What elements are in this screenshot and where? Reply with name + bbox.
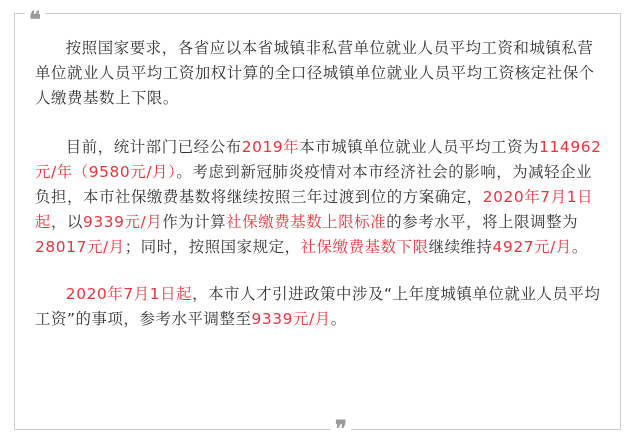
article-card [14, 7, 621, 442]
text-segment: ，以 [51, 213, 83, 231]
open-quote-icon: ❝ [25, 9, 45, 31]
effective-date-highlight: 2020年7月1日起 [35, 188, 594, 231]
talent-reference-level-highlight: 9339元/月 [251, 310, 331, 328]
text-segment: 。考虑到新冠肺炎疫情对本市经济社会的影响，为减轻企业负担，本市社保缴费基数将继续按照三年过渡到位的方案确定， [35, 163, 593, 206]
text-segment: 本市城镇单位就业人员平均工资为 [299, 138, 540, 156]
text-segment: 继续维持 [428, 238, 493, 256]
average-wage-highlight: 114962元/年（9580元/月） [35, 138, 602, 181]
paragraph-1-text: 按照国家要求，各省应以本省城镇非私营单位就业人员平均工资和城镇私营单位就业人员平均工资加权计算的全口径城镇单位就业人员平均工资核定社保个人缴费基数上下限。 [35, 39, 595, 107]
close-quote-icon: ❞ [331, 418, 351, 440]
upper-limit-value-highlight: 28017元/月 [35, 238, 125, 256]
text-segment: 目前，统计部门已经公布 [65, 138, 242, 156]
year-highlight: 2019年 [241, 138, 300, 156]
upper-limit-standard-highlight: 社保缴费基数上限标准 [226, 213, 387, 231]
article-body [35, 36, 602, 332]
lower-limit-value-highlight: 4927元/月 [492, 238, 572, 256]
paragraph-1 [35, 36, 602, 111]
text-segment: ，本市人才引进政策中涉及“上年度城镇单位就业人员平均工资”的事项，参考水平调整至 [35, 285, 601, 328]
text-segment: 的参考水平，将上限调整为 [386, 213, 579, 231]
text-segment: 作为计算 [162, 213, 227, 231]
paragraph-2 [35, 135, 602, 260]
text-segment: 。 [330, 310, 347, 328]
text-segment: 。 [571, 238, 588, 256]
reference-level-highlight: 9339元/月 [82, 213, 163, 231]
paragraph-3 [35, 282, 602, 332]
effective-date-highlight: 2020年7月1日起 [65, 285, 193, 303]
lower-limit-highlight: 社保缴费基数下限 [300, 238, 429, 256]
text-segment: ；同时，按照国家规定， [124, 238, 301, 256]
